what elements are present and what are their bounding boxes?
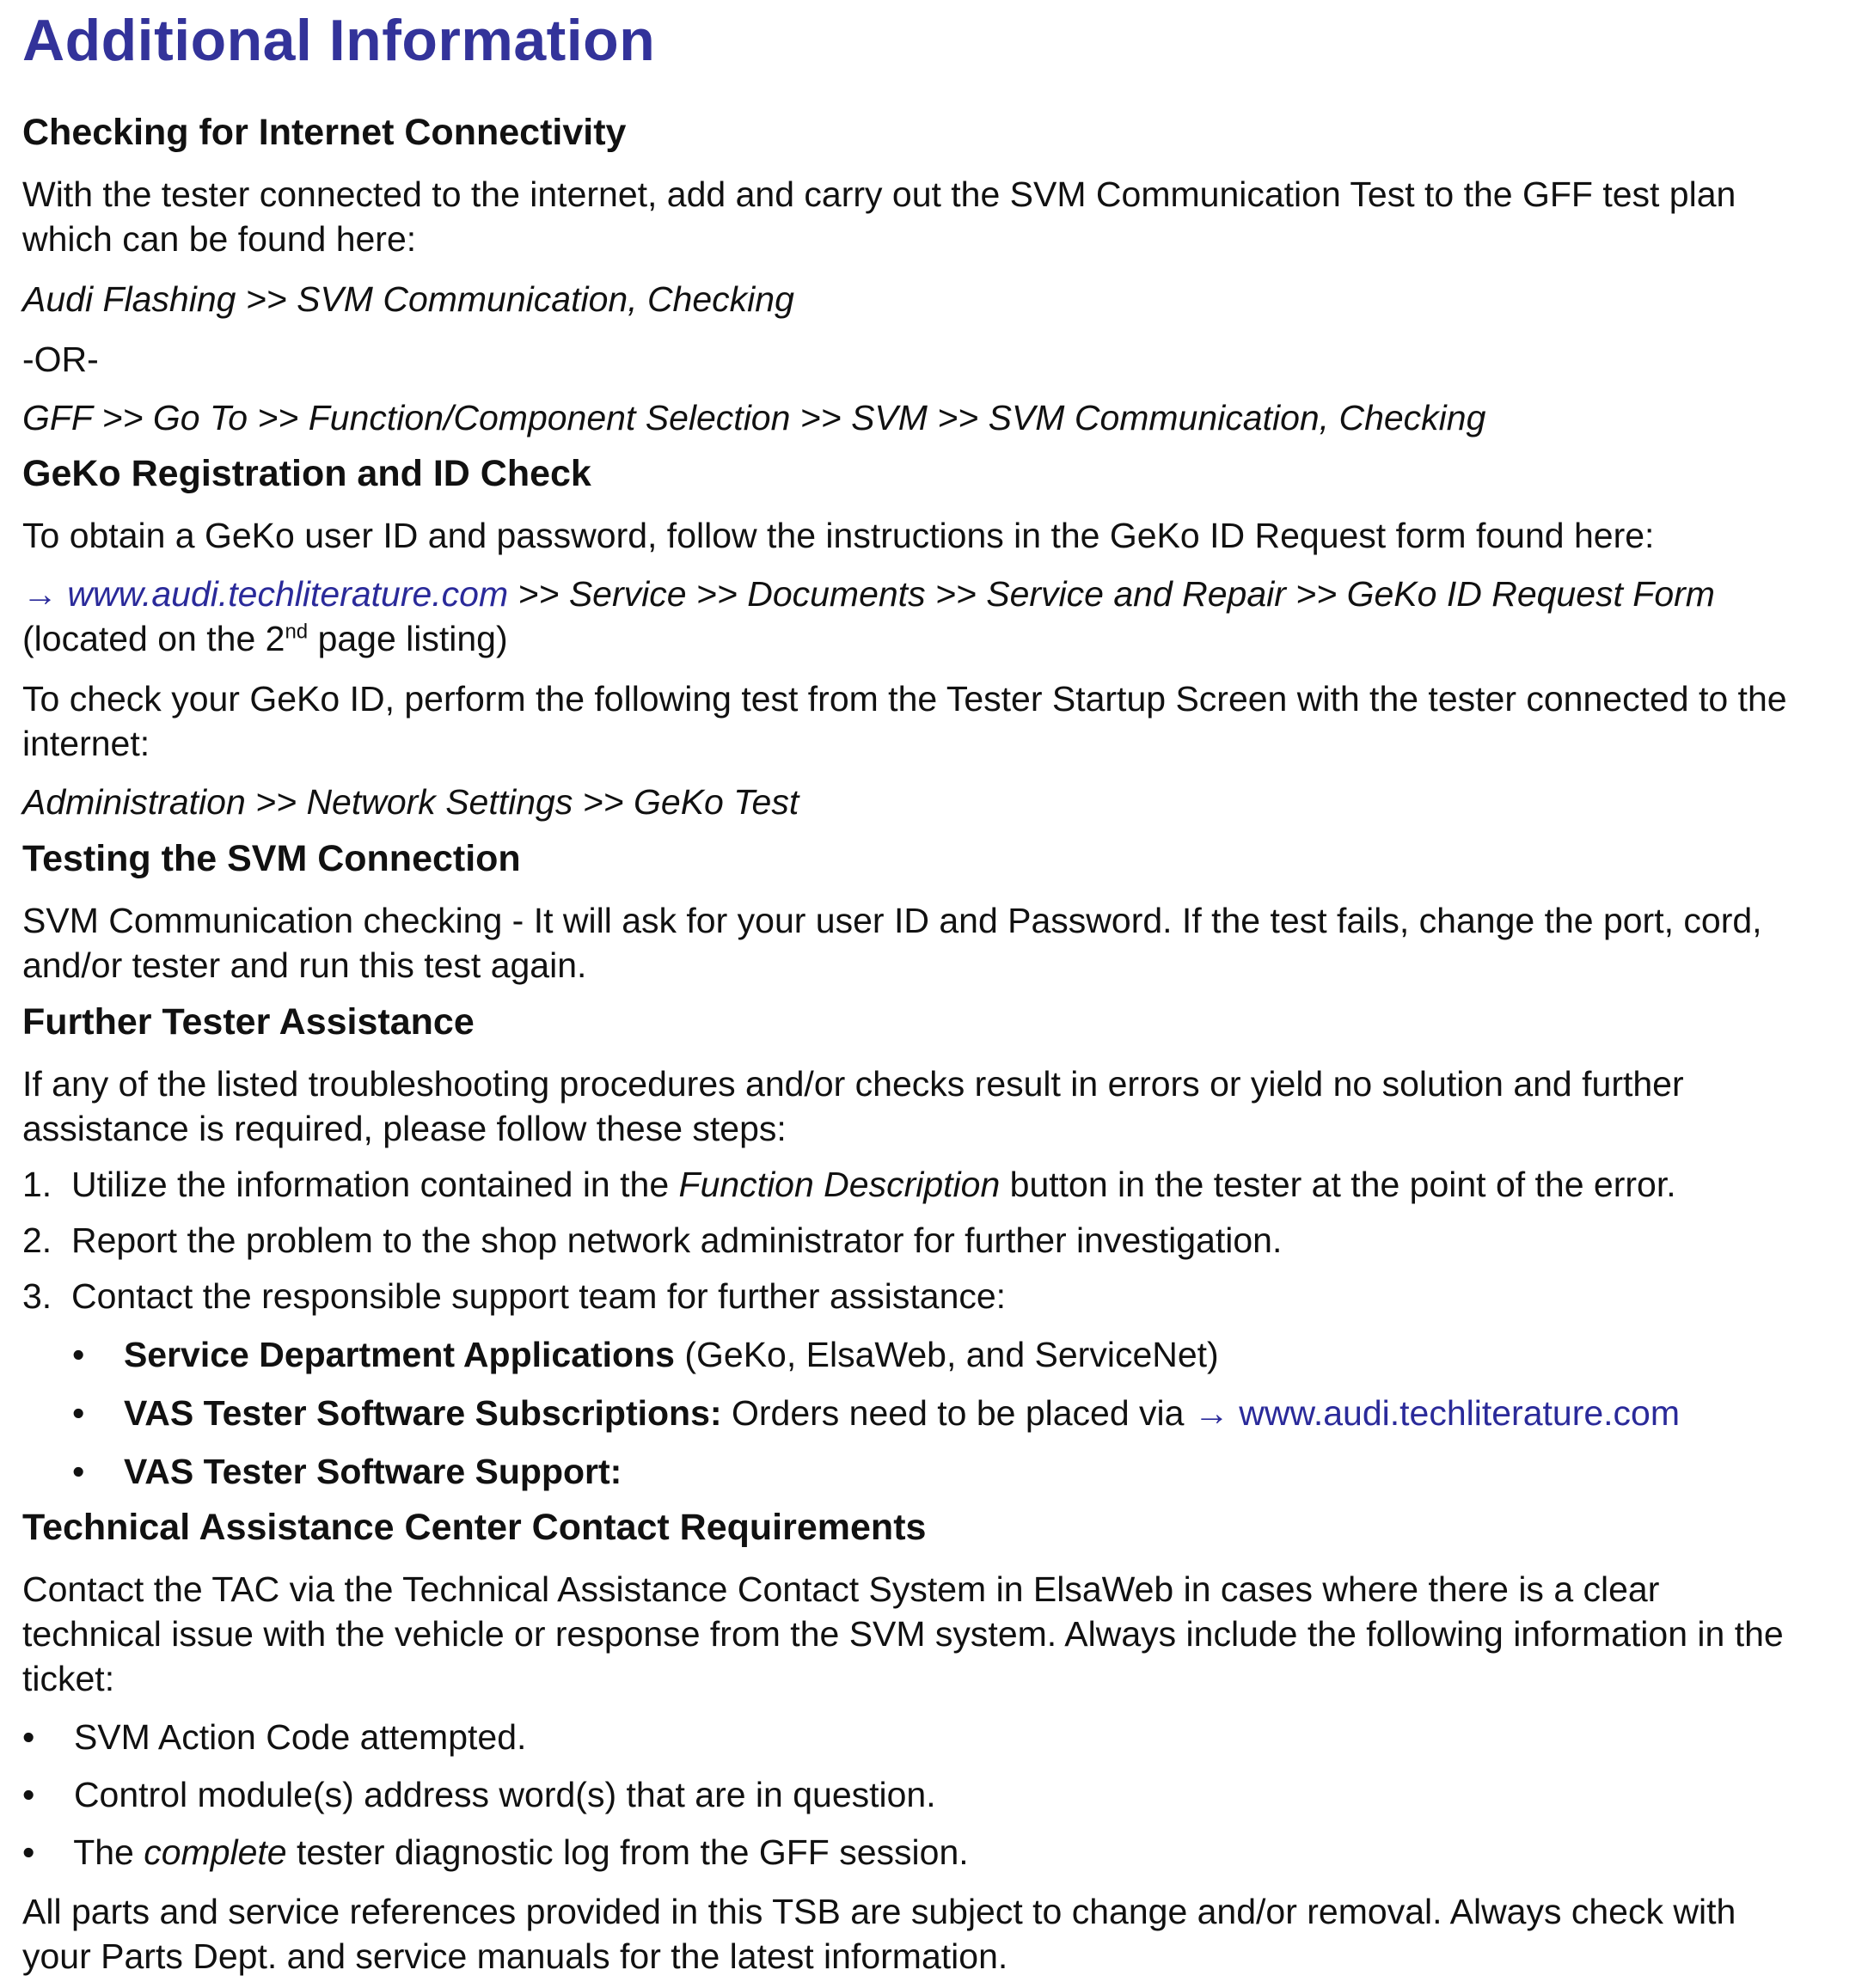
arrow-icon: → [22, 574, 58, 614]
bullet-text: The [73, 1832, 134, 1872]
paragraph-line: assistance is required, please follow these steps: [22, 1109, 787, 1148]
link-path-line [22, 572, 1715, 616]
menu-path: Administration >> Network Settings >> GeKo Test [22, 782, 799, 822]
list-item [72, 1332, 1219, 1377]
list-item [22, 1830, 969, 1875]
list-item [72, 1449, 622, 1494]
bullet-icon: • [72, 1335, 85, 1374]
menu-path: Audi Flashing >> SVM Communication, Checking [22, 279, 794, 319]
bullet-text: (GeKo, ElsaWeb, and ServiceNet) [684, 1335, 1219, 1374]
step-text: Contact the responsible support team for further assistance: [71, 1276, 1007, 1316]
bullet-text: Control module(s) address word(s) that are in question. [73, 1775, 936, 1814]
step-number: 2. [22, 1220, 52, 1260]
bullet-title: VAS Tester Software Subscriptions: [123, 1393, 722, 1433]
paragraph-line: your Parts Dept. and service manuals for the latest information. [22, 1936, 1008, 1976]
list-item [72, 1391, 1680, 1435]
or-separator: -OR- [22, 339, 99, 379]
bullet-icon: • [72, 1393, 85, 1433]
step-text: Utilize the information contained in the [71, 1165, 670, 1204]
paragraph-line: With the tester connected to the internet, add and carry out the SVM Communication Test to the GFF test plan [22, 174, 1736, 214]
bullet-text: SVM Action Code attempted. [73, 1717, 527, 1757]
step-emphasis: Function Description [678, 1165, 1001, 1204]
techliterature-link[interactable]: www.audi.techliterature.com [1239, 1393, 1681, 1433]
menu-path: >> Service >> Documents >> Service and Repair >> GeKo ID Request Form [518, 574, 1715, 614]
paragraph-line: SVM Communication checking - It will ask for your user ID and Password. If the test fails, change the port, cord, [22, 901, 1762, 940]
list-item [22, 1715, 526, 1759]
heading-internet-connectivity: Checking for Internet Connectivity [22, 112, 627, 153]
techliterature-link[interactable]: www.audi.techliterature.com [67, 574, 509, 614]
step-text: button in the tester at the point of the error. [1009, 1165, 1676, 1204]
paragraph-line: Contact the TAC via the Technical Assistance Contact System in ElsaWeb in cases where there is a clear [22, 1569, 1660, 1609]
location-text: (located on the 2 [22, 619, 285, 658]
location-text: page listing) [317, 619, 508, 658]
paragraph-line: internet: [22, 724, 150, 763]
bullet-icon: • [22, 1717, 35, 1757]
bullet-title: VAS Tester Software Support: [123, 1452, 622, 1491]
menu-path: GFF >> Go To >> Function/Component Selection >> SVM >> SVM Communication, Checking [22, 398, 1486, 437]
heading-further-assistance: Further Tester Assistance [22, 1001, 475, 1043]
bullet-title: Service Department Applications [123, 1335, 675, 1374]
bullet-icon: • [72, 1452, 85, 1491]
paragraph-line: and/or tester and run this test again. [22, 945, 587, 985]
list-item [22, 1274, 1006, 1318]
bullet-emphasis: complete [144, 1832, 287, 1872]
heading-testing-svm: Testing the SVM Connection [22, 838, 521, 879]
list-item [22, 1218, 1282, 1263]
page-title: Additional Information [22, 8, 656, 73]
paragraph-line: To check your GeKo ID, perform the following test from the Tester Startup Screen with the tester connected to the [22, 679, 1787, 719]
paragraph-line: If any of the listed troubleshooting procedures and/or checks result in errors or yield no solution and further [22, 1064, 1684, 1104]
heading-tac-requirements: Technical Assistance Center Contact Requirements [22, 1507, 927, 1548]
paragraph-line: All parts and service references provided in this TSB are subject to change and/or removal. Always check with [22, 1892, 1736, 1931]
step-number: 3. [22, 1276, 52, 1316]
bullet-icon: • [22, 1832, 35, 1872]
arrow-icon: → [1193, 1393, 1229, 1433]
paragraph-line: To obtain a GeKo user ID and password, follow the instructions in the GeKo ID Request form found here: [22, 516, 1655, 555]
bullet-text: tester diagnostic log from the GFF session. [297, 1832, 969, 1872]
step-number: 1. [22, 1165, 52, 1204]
paragraph-line: technical issue with the vehicle or response from the SVM system. Always include the following information in the [22, 1614, 1784, 1654]
location-note [22, 616, 508, 661]
list-item [22, 1772, 936, 1817]
step-text: Report the problem to the shop network administrator for further investigation. [71, 1220, 1283, 1260]
paragraph-line: which can be found here: [22, 219, 417, 259]
bullet-icon: • [22, 1775, 35, 1814]
heading-geko-registration: GeKo Registration and ID Check [22, 453, 591, 494]
paragraph-line: ticket: [22, 1659, 115, 1698]
bullet-text: Orders need to be placed via [731, 1393, 1185, 1433]
ordinal-suffix: nd [285, 620, 309, 644]
list-item [22, 1162, 1676, 1207]
